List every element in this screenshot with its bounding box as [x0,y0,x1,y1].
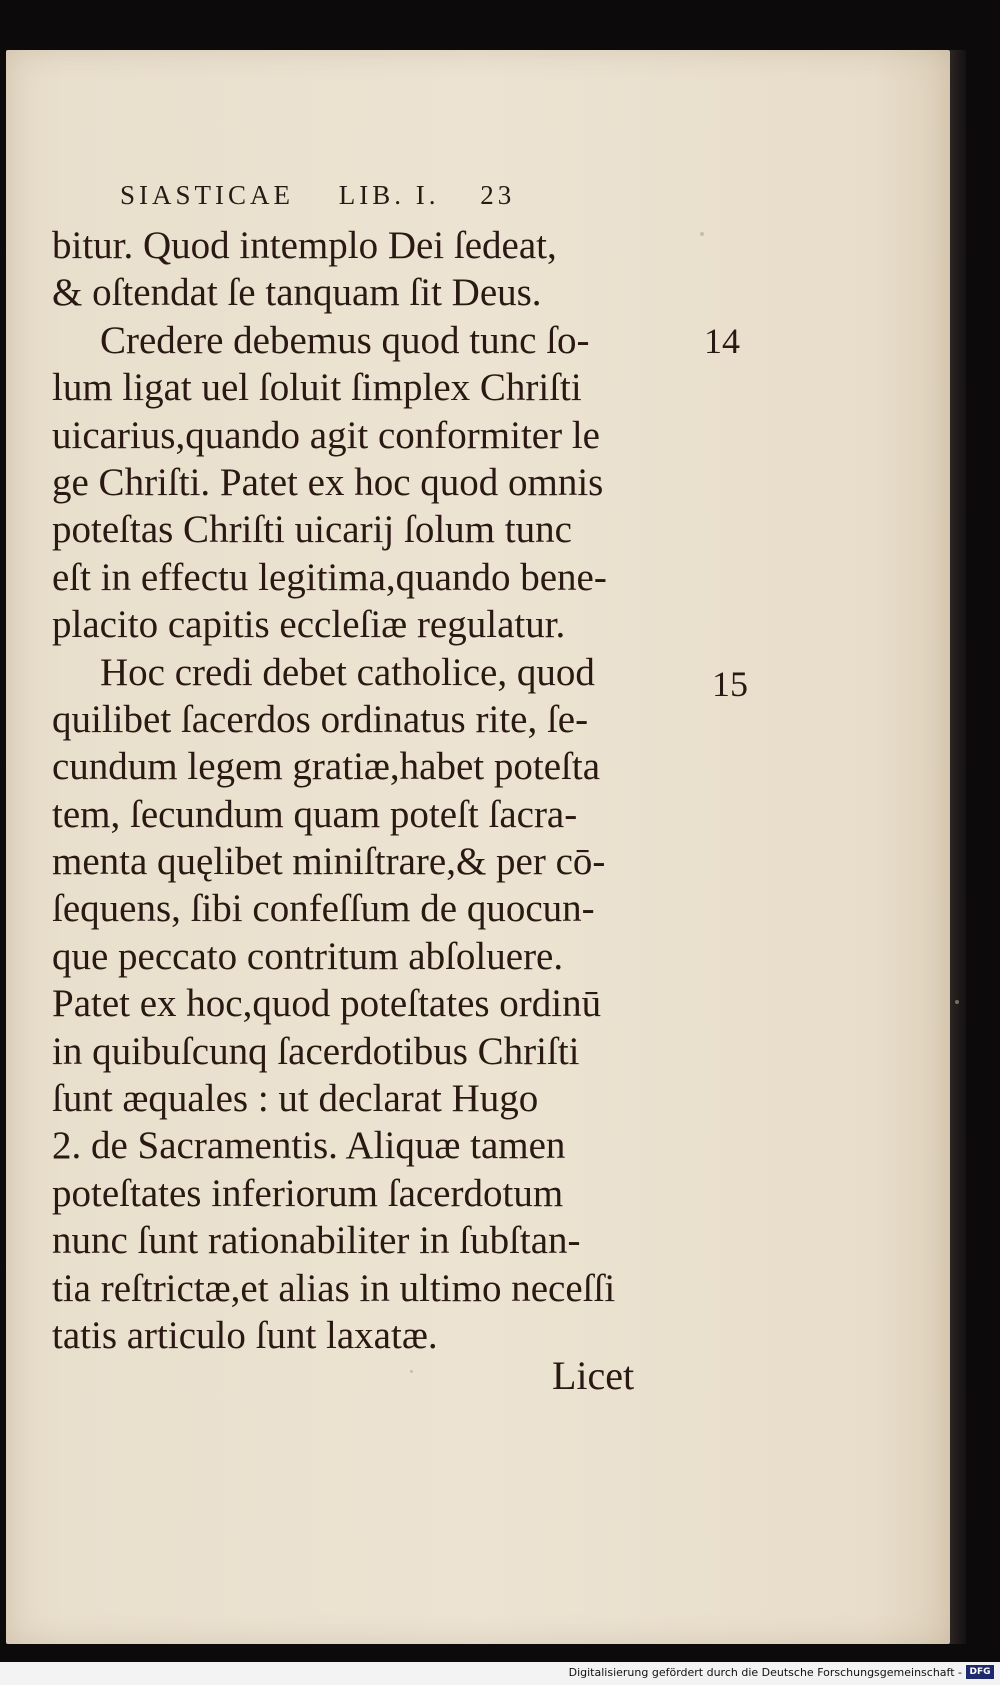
paper-speck [955,1000,959,1004]
text-line: Patet ex hoc,quod poteſtates ordinū [52,982,602,1026]
text-line: tem, ſecundum quam poteſt ſacra- [52,792,578,836]
text-line: ge Chriſti. Patet ex hoc quod omnis [52,460,604,504]
text-line: lum ligat uel ſoluit ſimplex Chriſti [52,366,582,410]
dfg-logo: DFG [966,1665,994,1679]
paper-speck [410,1370,413,1373]
text-line: tia reſtrictæ,et alias in ultimo neceſſi [52,1266,616,1310]
text-line: ſequens, ſibi confeſſum de quocun- [52,887,595,931]
page-edge-shadow [950,50,966,1644]
text-line: cundum legem gratiæ,habet poteſta [52,745,600,789]
text-line: que peccato contritum abſoluere. [52,934,564,978]
text-line: bitur. Quod intemplo Dei ſedeat, [52,224,557,267]
text-line: eſt in effectu legitima,quando bene- [52,555,607,599]
digitization-credit-bar [0,1662,1000,1685]
running-header [120,180,660,216]
margin-section-number: 14 [704,321,740,361]
catchword: Licet [552,1353,635,1398]
text-line: & oſtendat ſe tanquam ſit Deus. [52,271,542,315]
text-line: Hoc credi debet catholice, quod [100,650,595,694]
text-line: ſunt æquales : ut declarat Hugo [52,1077,539,1121]
text-line: nunc ſunt rationabiliter in ſubſtan- [52,1219,581,1263]
text-line: placito capitis eccleſiæ regulatur. [52,603,566,647]
text-line: poteſtates inferiorum ſacerdotum [52,1171,564,1215]
running-title: SIASTICAE [120,180,295,210]
text-line: in quibuſcunq ſacerdotibus Chriſti [52,1029,580,1073]
page-number: 23 [480,180,516,210]
margin-section-number: 15 [712,664,748,704]
body-text [52,222,702,1359]
text-line: menta quęlibet miniſtrare,& per cō- [52,840,606,884]
text-line: tatis articulo ſunt laxatæ. [52,1313,438,1357]
credit-text: Digitalisierung gefördert durch die Deutsche Forschungsgemeinschaft - [568,1666,962,1679]
text-line: uicarius,quando agit conformiter le [52,413,600,457]
text-line: 2. de Sacramentis. Aliquæ tamen [52,1124,566,1168]
text-line: poteſtas Chriſti uicarij ſolum tunc [52,508,572,552]
text-line: Credere debemus quod tunc ſo- [100,318,590,362]
text-line: quilibet ſacerdos ordinatus rite, ſe- [52,697,589,741]
book-number: LIB. I. [338,180,440,210]
